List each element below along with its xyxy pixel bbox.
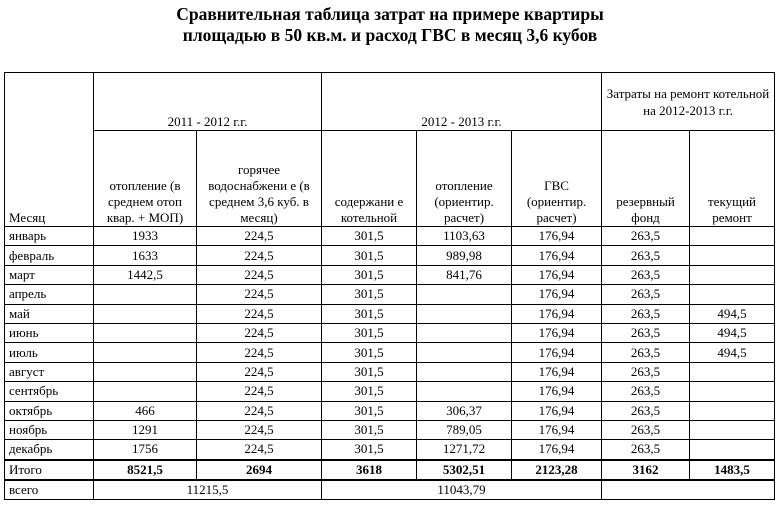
cell-heating-2012: 989,98: [417, 246, 512, 265]
cell-gvs-2012: 176,94: [512, 227, 602, 246]
cell-boiler: 301,5: [322, 440, 417, 460]
row-month: октябрь: [5, 401, 94, 420]
cell-current-repair: [690, 382, 775, 401]
cell-reserve-fund: 263,5: [602, 285, 690, 304]
header-hotwater-2011: горячее водоснабжени е (в среднем 3,6 куб. в месяц): [197, 131, 322, 227]
cell-gvs-2012: 176,94: [512, 382, 602, 401]
cell-hotwater-2011: 224,5: [197, 265, 322, 284]
cell-current-repair: [690, 420, 775, 439]
cell-hotwater-2011: 224,5: [197, 440, 322, 460]
header-group-2012: 2012 - 2013 г.г.: [322, 73, 602, 131]
cell-gvs-2012: 176,94: [512, 265, 602, 284]
row-month: июль: [5, 343, 94, 362]
row-month: апрель: [5, 285, 94, 304]
cell-heating-2011: 466: [94, 401, 197, 420]
cell-heating-2011: [94, 362, 197, 381]
cell-current-repair: [690, 227, 775, 246]
table-row: [5, 440, 775, 460]
cell-current-repair: [690, 440, 775, 460]
total-current-repair: 1483,5: [690, 460, 775, 480]
cell-heating-2011: [94, 285, 197, 304]
cell-current-repair: 494,5: [690, 323, 775, 342]
cell-heating-2012: [417, 343, 512, 362]
cell-boiler: 301,5: [322, 420, 417, 439]
cell-gvs-2012: 176,94: [512, 440, 602, 460]
title-line-1: Сравнительная таблица затрат на примере квартиры: [176, 4, 604, 24]
cell-heating-2011: 1633: [94, 246, 197, 265]
cell-heating-2012: [417, 323, 512, 342]
table-row: [5, 304, 775, 323]
cell-gvs-2012: 176,94: [512, 285, 602, 304]
total-reserve-fund: 3162: [602, 460, 690, 480]
header-group-2011: 2011 - 2012 г.г.: [94, 73, 322, 131]
cell-heating-2011: [94, 343, 197, 362]
row-month: июнь: [5, 323, 94, 342]
row-month: сентябрь: [5, 382, 94, 401]
cell-heating-2011: 1291: [94, 420, 197, 439]
cell-hotwater-2011: 224,5: [197, 420, 322, 439]
cell-reserve-fund: 263,5: [602, 265, 690, 284]
cell-hotwater-2011: 224,5: [197, 323, 322, 342]
row-month: январь: [5, 227, 94, 246]
cell-gvs-2012: 176,94: [512, 420, 602, 439]
cell-hotwater-2011: 224,5: [197, 246, 322, 265]
cell-heating-2012: [417, 362, 512, 381]
cell-heating-2012: 789,05: [417, 420, 512, 439]
grand-total-row: [5, 480, 775, 500]
cell-heating-2012: 1271,72: [417, 440, 512, 460]
cell-reserve-fund: 263,5: [602, 323, 690, 342]
cell-reserve-fund: 263,5: [602, 227, 690, 246]
cell-reserve-fund: 263,5: [602, 246, 690, 265]
cell-boiler: 301,5: [322, 382, 417, 401]
cell-heating-2011: 1442,5: [94, 265, 197, 284]
cell-heating-2012: [417, 285, 512, 304]
table-row: [5, 246, 775, 265]
table-row: [5, 323, 775, 342]
header-boiler-maintenance: содержани е котельной: [322, 131, 417, 227]
cell-reserve-fund: 263,5: [602, 420, 690, 439]
row-month: март: [5, 265, 94, 284]
cell-current-repair: 494,5: [690, 343, 775, 362]
cell-gvs-2012: 176,94: [512, 323, 602, 342]
cell-current-repair: [690, 285, 775, 304]
cell-hotwater-2011: 224,5: [197, 382, 322, 401]
grand-total-label: всего: [5, 480, 94, 500]
total-hotwater-2011: 2694: [197, 460, 322, 480]
cell-gvs-2012: 176,94: [512, 343, 602, 362]
table-row: [5, 362, 775, 381]
cell-boiler: 301,5: [322, 285, 417, 304]
cell-heating-2011: 1933: [94, 227, 197, 246]
cell-heating-2011: [94, 382, 197, 401]
cell-current-repair: [690, 265, 775, 284]
cell-heating-2012: 1103,63: [417, 227, 512, 246]
cell-reserve-fund: 263,5: [602, 362, 690, 381]
cell-boiler: 301,5: [322, 265, 417, 284]
grand-total-2011: 11215,5: [94, 480, 322, 500]
cell-reserve-fund: 263,5: [602, 304, 690, 323]
header-current-repair: текущий ремонт: [690, 131, 775, 227]
table-row: [5, 265, 775, 284]
total-row: [5, 460, 775, 480]
cell-boiler: 301,5: [322, 323, 417, 342]
table-row: [5, 227, 775, 246]
page-title: [0, 4, 780, 46]
grand-total-2012: 11043,79: [322, 480, 602, 500]
table-row: [5, 343, 775, 362]
table-row: [5, 420, 775, 439]
cell-current-repair: [690, 246, 775, 265]
header-gvs-2012: ГВС (ориентир. расчет): [512, 131, 602, 227]
cell-boiler: 301,5: [322, 343, 417, 362]
cell-current-repair: 494,5: [690, 304, 775, 323]
title-line-2: площадью в 50 кв.м. и расход ГВС в месяц 3,6 кубов: [182, 25, 598, 45]
total-boiler: 3618: [322, 460, 417, 480]
row-month: май: [5, 304, 94, 323]
cost-comparison-table: [4, 72, 775, 500]
cell-current-repair: [690, 401, 775, 420]
table-row: [5, 401, 775, 420]
cell-hotwater-2011: 224,5: [197, 343, 322, 362]
cell-reserve-fund: 263,5: [602, 401, 690, 420]
cell-hotwater-2011: 224,5: [197, 304, 322, 323]
cell-gvs-2012: 176,94: [512, 362, 602, 381]
cell-boiler: 301,5: [322, 362, 417, 381]
table-row: [5, 285, 775, 304]
grand-total-empty: [602, 480, 775, 500]
cell-heating-2011: [94, 304, 197, 323]
header-heating-2011: отопление (в среднем отоп квар. + МОП): [94, 131, 197, 227]
total-heating-2011: 8521,5: [94, 460, 197, 480]
cell-boiler: 301,5: [322, 401, 417, 420]
cell-reserve-fund: 263,5: [602, 343, 690, 362]
cell-current-repair: [690, 362, 775, 381]
header-group-repair: Затраты на ремонт котельной на 2012-2013 г.г.: [602, 73, 775, 131]
cell-heating-2011: 1756: [94, 440, 197, 460]
cell-boiler: 301,5: [322, 246, 417, 265]
header-month: Месяц: [5, 73, 94, 227]
cell-gvs-2012: 176,94: [512, 304, 602, 323]
cell-heating-2012: 306,37: [417, 401, 512, 420]
cell-hotwater-2011: 224,5: [197, 285, 322, 304]
cell-heating-2012: 841,76: [417, 265, 512, 284]
header-reserve-fund: резервный фонд: [602, 131, 690, 227]
cell-heating-2012: [417, 382, 512, 401]
row-month: ноябрь: [5, 420, 94, 439]
cell-boiler: 301,5: [322, 304, 417, 323]
cell-hotwater-2011: 224,5: [197, 401, 322, 420]
cell-reserve-fund: 263,5: [602, 382, 690, 401]
cell-heating-2012: [417, 304, 512, 323]
row-month: август: [5, 362, 94, 381]
table-row: [5, 382, 775, 401]
header-heating-2012: отопление (ориентир. расчет): [417, 131, 512, 227]
cell-boiler: 301,5: [322, 227, 417, 246]
cell-hotwater-2011: 224,5: [197, 227, 322, 246]
total-heating-2012: 5302,51: [417, 460, 512, 480]
cell-reserve-fund: 263,5: [602, 440, 690, 460]
total-gvs-2012: 2123,28: [512, 460, 602, 480]
cell-hotwater-2011: 224,5: [197, 362, 322, 381]
cell-heating-2011: [94, 323, 197, 342]
cell-gvs-2012: 176,94: [512, 246, 602, 265]
total-label: Итого: [5, 460, 94, 480]
row-month: декабрь: [5, 440, 94, 460]
cell-gvs-2012: 176,94: [512, 401, 602, 420]
row-month: февраль: [5, 246, 94, 265]
